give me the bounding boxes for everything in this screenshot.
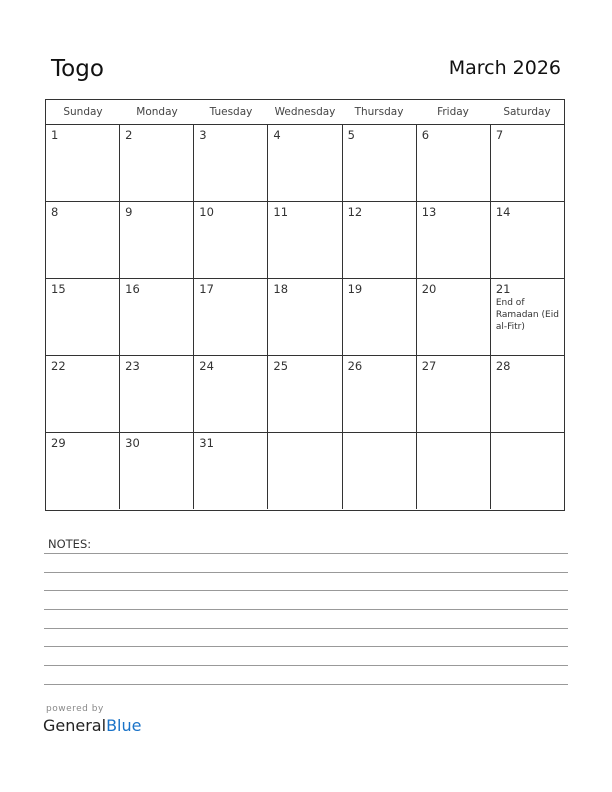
day-number: 22 xyxy=(51,359,66,373)
day-cell xyxy=(46,356,120,432)
day-number: 17 xyxy=(199,282,214,296)
day-cell xyxy=(194,202,268,278)
day-number: 23 xyxy=(125,359,140,373)
country-title: Togo xyxy=(51,56,104,82)
note-line xyxy=(44,590,568,591)
day-cell xyxy=(491,202,564,278)
day-cell xyxy=(343,356,417,432)
day-cell xyxy=(268,202,342,278)
day-cell xyxy=(343,279,417,355)
week-row xyxy=(46,202,564,279)
day-number: 15 xyxy=(51,282,66,296)
day-cell xyxy=(417,433,491,509)
weekday-tuesday: Tuesday xyxy=(209,106,253,118)
brand-blue: Blue xyxy=(106,716,142,735)
day-cell xyxy=(46,125,120,201)
weekday-sunday: Sunday xyxy=(63,106,103,118)
note-line xyxy=(44,553,568,554)
day-number: 21 xyxy=(495,282,511,296)
day-cell xyxy=(268,433,342,509)
day-cell xyxy=(120,433,194,509)
week-row xyxy=(46,279,564,356)
day-cell xyxy=(194,433,268,509)
day-number: 3 xyxy=(199,128,207,142)
note-line xyxy=(44,665,568,666)
brand-logo xyxy=(43,716,141,735)
week-row xyxy=(46,356,564,433)
day-cell xyxy=(343,202,417,278)
day-cell xyxy=(268,125,342,201)
day-number: 11 xyxy=(273,205,289,219)
day-number: 2 xyxy=(125,128,133,142)
notes-label: NOTES: xyxy=(48,537,92,551)
day-number: 20 xyxy=(421,282,437,296)
day-number: 9 xyxy=(125,205,133,219)
day-cell xyxy=(417,356,491,432)
day-number: 26 xyxy=(347,359,363,373)
day-cell xyxy=(268,279,342,355)
day-number: 8 xyxy=(51,205,59,219)
weekday-monday: Monday xyxy=(136,106,178,118)
day-number: 12 xyxy=(347,205,363,219)
holiday-event: End of Ramadan (Eid al-Fitr) xyxy=(495,298,559,332)
day-cell xyxy=(194,125,268,201)
week-row xyxy=(46,125,564,202)
note-line xyxy=(44,628,568,629)
day-number: 1 xyxy=(51,128,59,142)
day-cell xyxy=(46,202,120,278)
brand-general: General xyxy=(43,716,107,735)
day-cell xyxy=(417,279,491,355)
day-number: 30 xyxy=(125,436,140,450)
day-number: 29 xyxy=(51,436,66,450)
day-cell xyxy=(120,202,194,278)
day-number: 31 xyxy=(199,436,214,450)
day-cell xyxy=(194,356,268,432)
day-cell xyxy=(491,125,564,201)
weekday-header-row xyxy=(46,100,564,125)
day-number: 14 xyxy=(495,205,511,219)
calendar-grid xyxy=(45,99,565,511)
note-line xyxy=(44,684,568,685)
day-cell xyxy=(46,279,120,355)
day-cell xyxy=(417,202,491,278)
day-number: 7 xyxy=(495,128,504,142)
day-cell xyxy=(491,433,564,509)
day-cell xyxy=(46,433,120,509)
day-cell xyxy=(343,125,417,201)
day-number: 24 xyxy=(199,359,214,373)
day-cell xyxy=(120,356,194,432)
weekday-thursday: Thursday xyxy=(354,106,404,118)
weekday-friday: Friday xyxy=(437,106,469,118)
day-cell xyxy=(120,279,194,355)
day-number: 10 xyxy=(199,205,214,219)
note-line xyxy=(44,609,568,610)
day-cell xyxy=(268,356,342,432)
weekday-saturday: Saturday xyxy=(503,106,551,118)
day-number: 28 xyxy=(495,359,511,373)
day-number: 16 xyxy=(125,282,140,296)
day-cell xyxy=(491,279,564,355)
day-cell xyxy=(417,125,491,201)
day-cell xyxy=(491,356,564,432)
day-number: 18 xyxy=(273,282,289,296)
day-number: 25 xyxy=(273,359,289,373)
day-number: 19 xyxy=(347,282,363,296)
week-row xyxy=(46,433,564,509)
day-number: 27 xyxy=(421,359,437,373)
day-number: 13 xyxy=(421,205,437,219)
note-line xyxy=(44,572,568,573)
month-title: March 2026 xyxy=(448,57,561,79)
note-line xyxy=(44,646,568,647)
day-number: 4 xyxy=(273,128,281,142)
powered-by-text: powered by xyxy=(46,704,104,714)
day-number: 6 xyxy=(421,128,430,142)
day-number: 5 xyxy=(347,128,355,142)
day-cell xyxy=(120,125,194,201)
weekday-wednesday: Wednesday xyxy=(274,106,336,118)
day-cell xyxy=(343,433,417,509)
day-cell xyxy=(194,279,268,355)
